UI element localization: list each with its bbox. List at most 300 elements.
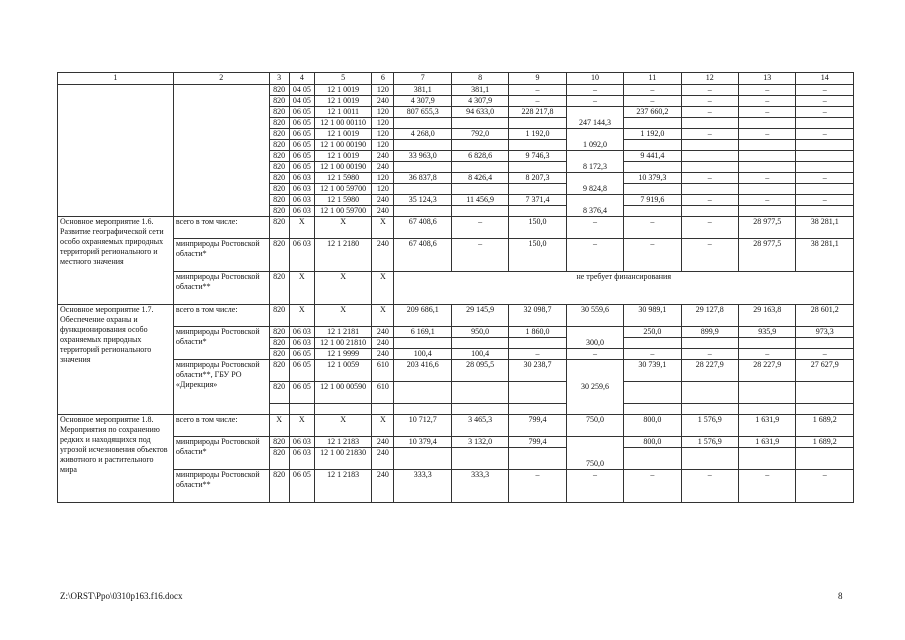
table-cell: 12 1 00 00190 [314,140,371,151]
table-cell: – [566,85,623,96]
table-cell: Х [314,217,371,239]
table-cell: – [681,107,738,118]
table-cell: 67 408,6 [394,217,451,239]
table-cell: 100,4 [451,349,508,360]
table-cell: 150,0 [509,217,566,239]
budget-table [57,72,854,503]
table-cell: минприроды Ростовской области* [173,327,269,360]
table-cell: 120 [372,184,394,195]
table-cell [451,338,508,349]
table-cell: 04 05 [289,96,314,107]
table-cell: 12 1 2183 [314,470,371,503]
table-cell: 935,9 [739,327,796,338]
table-cell [269,404,289,415]
table-cell [796,338,854,349]
table-cell: 1 689,2 [796,415,854,437]
table-cell [509,184,566,195]
table-cell: – [681,470,738,503]
table-cell: 4 307,9 [451,96,508,107]
table-cell: – [796,85,854,96]
table-cell [681,118,738,129]
table-cell: 32 098,7 [509,305,566,327]
table-cell: – [681,173,738,184]
table-cell [796,140,854,151]
table-cell: – [624,85,681,96]
table-cell: – [796,173,854,184]
table-cell: 240 [372,151,394,162]
table-cell [509,140,566,151]
table-cell: 04 05 [289,85,314,96]
table-cell: 94 633,0 [451,107,508,118]
table-cell: 12 1 5980 [314,195,371,206]
table-cell: 610 [372,382,394,404]
table-cell: – [451,217,508,239]
table-cell [796,448,854,470]
table-cell [509,118,566,129]
table-cell: 237 660,2 [624,107,681,118]
table-cell [796,382,854,404]
table-cell: – [796,107,854,118]
table-cell: 06 05 [289,360,314,382]
table-cell: – [796,349,854,360]
table-cell: 30 989,1 [624,305,681,327]
table-cell: 36 837,8 [394,173,451,184]
table-cell: 7 919,6 [624,195,681,206]
table-cell: Х [269,415,289,437]
table-cell: – [796,96,854,107]
table-cell: 8 426,4 [451,173,508,184]
table-cell [58,85,174,217]
table-cell: – [681,195,738,206]
table-cell: 1 576,9 [681,437,738,448]
table-cell: не требует финансирования [394,272,854,305]
table-cell: всего в том числе: [173,305,269,327]
table-cell: Х [372,305,394,327]
table-cell: 820 [269,129,289,140]
table-cell: 12 1 00 21810 [314,338,371,349]
table-cell: – [739,349,796,360]
table-cell: 3 465,3 [451,415,508,437]
table-cell [394,404,451,415]
table-cell: 12 1 2183 [314,437,371,448]
table-cell [624,162,681,173]
table-cell: 820 [269,272,289,305]
table-cell: Х [372,272,394,305]
table-cell: 750,0 [566,415,623,437]
table-row [58,272,854,305]
table-cell: 06 05 [289,118,314,129]
table-cell: – [681,129,738,140]
table-cell: 28 227,9 [681,360,738,382]
table-cell: 12 1 00 59700 [314,206,371,217]
table-cell: Х [314,415,371,437]
table-cell: 820 [269,338,289,349]
table-cell: 820 [269,217,289,239]
table-cell [796,206,854,217]
table-cell: – [624,239,681,272]
table-cell: 228 217,8 [509,107,566,118]
table-cell [681,140,738,151]
table-cell: – [624,96,681,107]
table-cell: 10 379,3 [624,173,681,184]
table-cell: 120 [372,118,394,129]
table-cell: 820 [269,448,289,470]
table-cell: 12 1 0019 [314,85,371,96]
table-cell: Основное мероприятие 1.8. Мероприятия по сохранению редких и находящихся под угрозой исчезновения объектов животного и растительного мира [58,415,174,503]
table-cell [624,184,681,195]
header-cell: 7 [394,73,451,85]
table-cell: 28 977,5 [739,239,796,272]
table-cell: минприроды Ростовской области* [173,437,269,470]
table-cell: 30 238,7 [509,360,566,382]
table-cell: 28 227,9 [739,360,796,382]
table-cell: 67 408,6 [394,239,451,272]
table-cell: 12 1 00 00190 [314,162,371,173]
table-cell [451,448,508,470]
table-cell [681,151,738,162]
table-cell: – [509,349,566,360]
table-cell: – [509,96,566,107]
table-cell [372,404,394,415]
table-cell [451,184,508,195]
table-cell: 899,9 [681,327,738,338]
table-cell: 10 379,4 [394,437,451,448]
table-cell: 12 1 0019 [314,96,371,107]
table-cell: 29 163,8 [739,305,796,327]
table-cell: 06 05 [289,349,314,360]
table-cell [739,162,796,173]
table-cell: 12 1 0019 [314,129,371,140]
table-cell [451,404,508,415]
table-cell: 792,0 [451,129,508,140]
table-cell: 240 [372,470,394,503]
table-cell: 820 [269,382,289,404]
table-cell [739,448,796,470]
table-cell: минприроды Ростовской области* [173,239,269,272]
table-cell: 28 977,5 [739,217,796,239]
table-cell: 06 03 [289,173,314,184]
table-row [58,415,854,437]
table-cell: 1 689,2 [796,437,854,448]
table-row [58,217,854,239]
table-cell: 06 05 [289,162,314,173]
table-cell [624,382,681,404]
table-cell: 240 [372,327,394,338]
table-cell: 820 [269,206,289,217]
table-cell: – [624,217,681,239]
table-cell: 28 095,5 [451,360,508,382]
table-cell: 1 576,9 [681,415,738,437]
table-cell: 12 1 0011 [314,107,371,118]
table-cell: – [681,349,738,360]
table-cell: минприроды Ростовской области** [173,470,269,503]
header-cell: 11 [624,73,681,85]
table-cell: 333,3 [451,470,508,503]
table-cell: 250,0 [624,327,681,338]
table-cell [681,206,738,217]
table-cell [624,206,681,217]
table-cell: Х [289,415,314,437]
table-cell: 06 05 [289,129,314,140]
header-row [58,73,854,85]
table-cell: 06 05 [289,151,314,162]
table-cell [451,140,508,151]
table-cell: 820 [269,140,289,151]
table-cell [394,206,451,217]
table-cell: 120 [372,107,394,118]
table-cell: 750,0 [566,437,623,470]
table-cell: 820 [269,349,289,360]
table-cell: – [796,195,854,206]
table-cell [624,404,681,415]
table-cell: 820 [269,184,289,195]
table-cell: – [796,470,854,503]
table-cell: 820 [269,327,289,338]
table-cell: 12 1 5980 [314,173,371,184]
table-cell: 820 [269,195,289,206]
table-cell: 06 05 [289,107,314,118]
table-cell: 240 [372,239,394,272]
header-cell: 8 [451,73,508,85]
table-cell: 30 559,6 [566,305,623,327]
table-cell: 800,0 [624,437,681,448]
table-cell: Х [372,415,394,437]
table-cell [796,404,854,415]
table-cell [681,382,738,404]
table-cell [289,404,314,415]
table-cell: 12 1 00 21830 [314,448,371,470]
table-cell [509,382,566,404]
table-cell [394,118,451,129]
table-cell: 30 739,1 [624,360,681,382]
table-cell: – [451,239,508,272]
table-cell: 06 03 [289,338,314,349]
table-cell: 1 192,0 [624,129,681,140]
table-cell: – [624,349,681,360]
table-cell: 240 [372,162,394,173]
footer-file-path: Z:\ORST\Ppo\0310p163.f16.docx [60,591,183,601]
table-cell: всего в том числе: [173,217,269,239]
table-cell [394,140,451,151]
table-cell: 950,0 [451,327,508,338]
table-cell: – [739,85,796,96]
table-cell: 120 [372,173,394,184]
table-cell [394,382,451,404]
table-cell [739,151,796,162]
table-cell: 240 [372,338,394,349]
table-cell: 610 [372,360,394,382]
table-cell [394,338,451,349]
header-cell: 14 [796,73,854,85]
table-cell [681,184,738,195]
header-cell: 2 [173,73,269,85]
table-cell: 30 259,6 [566,360,623,415]
header-cell: 5 [314,73,371,85]
table-cell: 9 746,3 [509,151,566,162]
table-cell: 06 05 [289,382,314,404]
table-cell: 4 268,0 [394,129,451,140]
table-cell: 820 [269,239,289,272]
table-cell [796,118,854,129]
table-cell: 300,0 [566,327,623,349]
table-cell: 29 145,9 [451,305,508,327]
page-number: 8 [838,591,843,601]
table-cell: – [796,129,854,140]
header-cell: 9 [509,73,566,85]
table-cell: 820 [269,437,289,448]
table-cell: 203 416,6 [394,360,451,382]
table-cell: 10 712,7 [394,415,451,437]
table-cell [509,404,566,415]
table-cell: – [739,195,796,206]
table-cell [624,338,681,349]
table-cell [796,162,854,173]
table-cell [509,206,566,217]
table-cell: Основное мероприятие 1.6. Развитие географической сети особо охраняемых природных территорий регионального и местного значения [58,217,174,305]
header-cell: 4 [289,73,314,85]
table-cell: 240 [372,96,394,107]
table-cell [739,118,796,129]
table-cell [451,162,508,173]
table-cell: – [566,96,623,107]
table-cell [451,382,508,404]
table-cell: 240 [372,349,394,360]
header-cell: 13 [739,73,796,85]
table-cell [394,448,451,470]
table-cell [509,338,566,349]
table-cell: 240 [372,206,394,217]
table-cell: 799,4 [509,437,566,448]
table-cell: 12 1 0059 [314,360,371,382]
table-cell: 1 631,9 [739,415,796,437]
table-cell [173,85,269,217]
table-cell: 38 281,1 [796,239,854,272]
table-cell: – [681,85,738,96]
table-cell [739,184,796,195]
table-row [58,327,854,338]
table-cell: 06 03 [289,239,314,272]
table-cell: 06 03 [289,437,314,448]
table-cell: 7 371,4 [509,195,566,206]
table-cell [394,162,451,173]
table-cell: 06 03 [289,184,314,195]
table-cell: 4 307,9 [394,96,451,107]
table-cell: 06 03 [289,206,314,217]
table-cell: 12 1 0019 [314,151,371,162]
table-cell [451,206,508,217]
table-cell: 1 192,0 [509,129,566,140]
table-cell: – [739,470,796,503]
table-cell: 12 1 00 00110 [314,118,371,129]
table-cell: 11 456,9 [451,195,508,206]
table-cell: 1 631,9 [739,437,796,448]
table-cell [509,162,566,173]
header-cell: 6 [372,73,394,85]
table-cell: 240 [372,195,394,206]
table-cell: минприроды Ростовской области** [173,272,269,305]
table-cell: 820 [269,162,289,173]
header-cell: 12 [681,73,738,85]
table-cell [394,184,451,195]
table-cell: 3 132,0 [451,437,508,448]
table-cell: 333,3 [394,470,451,503]
table-row [58,437,854,448]
table-cell: 973,3 [796,327,854,338]
table-cell: 33 963,0 [394,151,451,162]
table-cell: 06 03 [289,448,314,470]
table-cell [739,206,796,217]
table-cell: Х [289,272,314,305]
table-cell: 120 [372,129,394,140]
table-cell: всего в том числе: [173,415,269,437]
table-row [58,85,854,96]
table-cell: 820 [269,470,289,503]
table-cell: 06 03 [289,195,314,206]
table-cell: 06 03 [289,327,314,338]
table-cell: – [739,129,796,140]
table-cell: Х [314,305,371,327]
table-cell: 29 127,8 [681,305,738,327]
table-cell: 820 [269,305,289,327]
table-cell: 807 655,3 [394,107,451,118]
table-cell [451,118,508,129]
table-cell: 820 [269,360,289,382]
table-cell: 120 [372,85,394,96]
table-cell: Х [289,305,314,327]
table-cell: 240 [372,437,394,448]
table-cell: 8 376,4 [566,195,623,217]
table-cell: – [681,239,738,272]
table-cell: – [566,239,623,272]
table-cell [739,338,796,349]
table-cell: 381,1 [394,85,451,96]
table-cell [681,162,738,173]
table-cell: 209 686,1 [394,305,451,327]
table-cell: 120 [372,140,394,151]
table-cell: 9 824,8 [566,173,623,195]
table-cell: 9 441,4 [624,151,681,162]
table-cell [739,140,796,151]
table-row [58,470,854,503]
table-cell: 6 169,1 [394,327,451,338]
table-cell: 8 207,3 [509,173,566,184]
table-cell: – [566,349,623,360]
table-cell: 12 1 2180 [314,239,371,272]
table-cell: 820 [269,85,289,96]
table-cell: – [681,217,738,239]
table-cell: 1 092,0 [566,129,623,151]
table-cell: 12 1 00 59700 [314,184,371,195]
table-cell: 800,0 [624,415,681,437]
table-cell [314,404,371,415]
table-cell: Х [314,272,371,305]
table-cell: 8 172,3 [566,151,623,173]
table-cell [624,140,681,151]
table-cell: 820 [269,151,289,162]
table-cell [739,382,796,404]
table-cell: – [624,470,681,503]
table-cell: 1 860,0 [509,327,566,338]
table-row [58,305,854,327]
table-cell: 150,0 [509,239,566,272]
header-cell: 3 [269,73,289,85]
table-cell: Х [372,217,394,239]
header-cell: 10 [566,73,623,85]
table-cell: – [566,470,623,503]
table-cell [624,448,681,470]
table-cell: Основное мероприятие 1.7. Обеспечение охраны и функционирования особо охраняемых природных территорий регионального значения [58,305,174,415]
table-cell: – [509,470,566,503]
